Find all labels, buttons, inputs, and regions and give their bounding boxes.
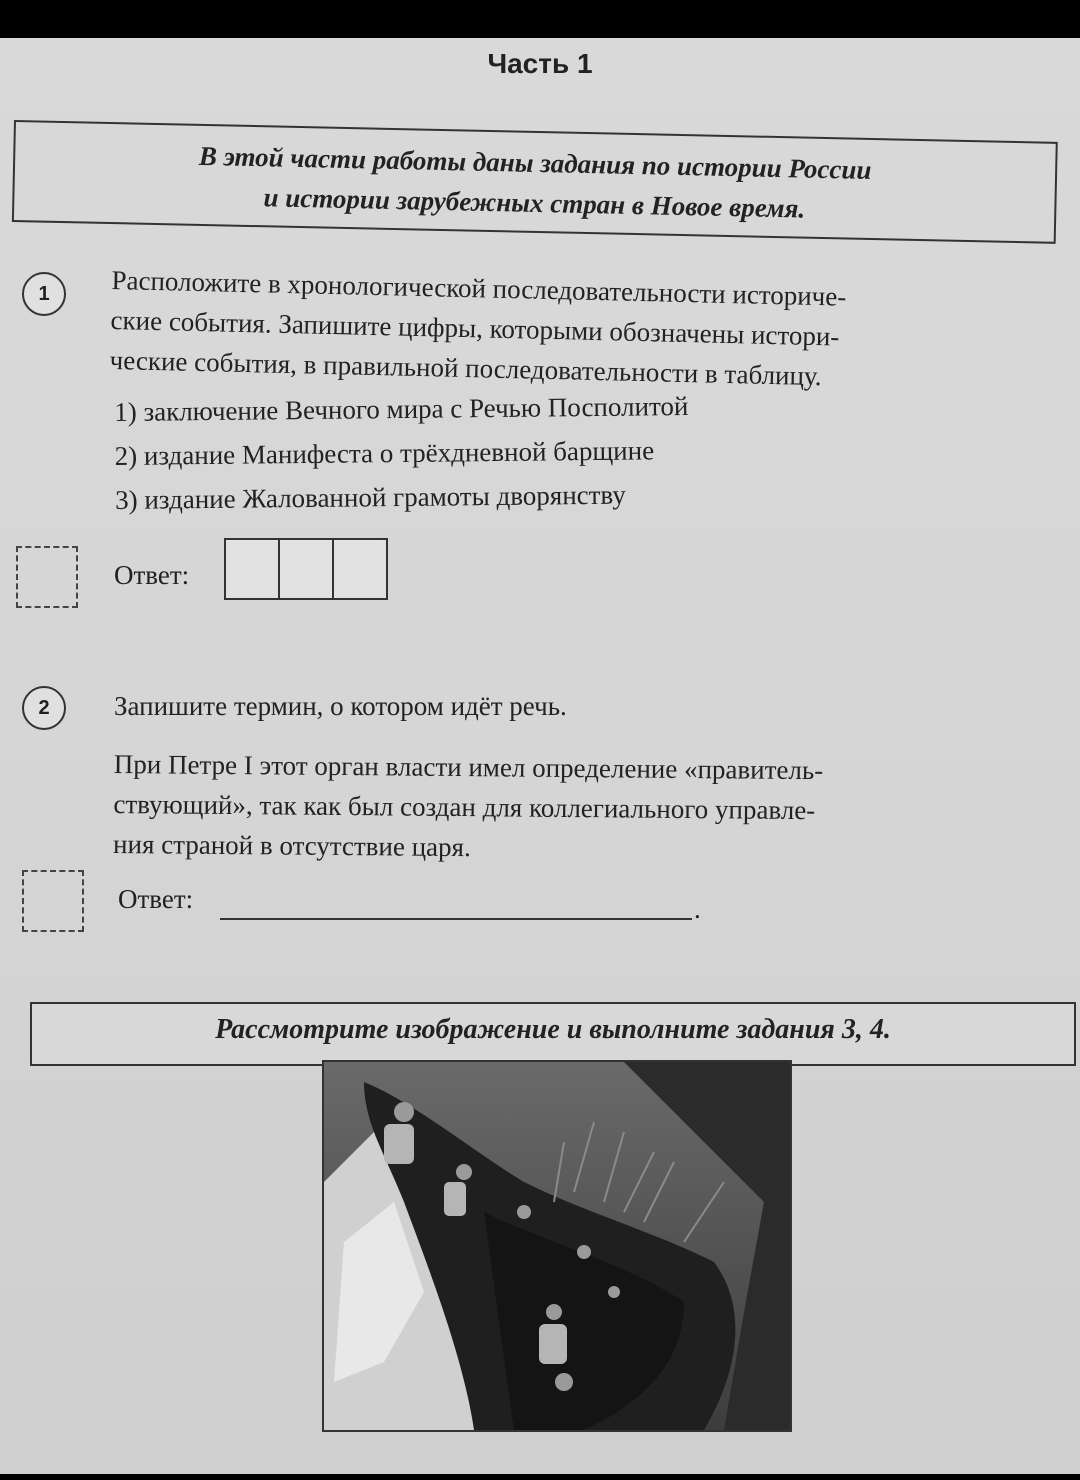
question-1-items (114, 384, 690, 522)
score-box[interactable] (22, 870, 84, 932)
question-1-number: 1 (22, 272, 66, 316)
instruction-line: ческие события, в правильной последовательности в таблицу. (109, 344, 822, 392)
answer-table[interactable] (224, 538, 388, 600)
score-box[interactable] (16, 546, 78, 608)
answer-label: Ответ: (114, 560, 190, 590)
task-banner-text: Рассмотрите изображение и выполните задания 3, 4. (215, 1014, 891, 1045)
task-banner (30, 1002, 1076, 1066)
question-2-number: 2 (22, 686, 66, 730)
list-item: 1) заключение Вечного мира с Речью Посполитой (114, 390, 689, 427)
answer-cell[interactable] (334, 540, 386, 598)
intro-line: и истории зарубежных стран в Новое время. (263, 182, 806, 224)
instruction-line: ские события. Запишите цифры, которыми обозначены истори- (110, 304, 840, 352)
worksheet-page (0, 38, 1080, 1474)
body-line: При Петре I этот орган власти имел определение «правитель- (113, 748, 824, 786)
question-2-body (113, 744, 823, 870)
intro-line: В этой части работы даны задания по истории России (198, 140, 872, 185)
battle-painting-illustration (324, 1062, 790, 1430)
answer-label: Ответ: (118, 884, 194, 914)
intro-text (14, 132, 1055, 234)
intro-box (12, 120, 1058, 244)
question-2-instruction: Запишите термин, о котором идёт речь. (114, 691, 567, 721)
answer-period: . (694, 894, 701, 924)
part-title: Часть 1 (487, 48, 593, 79)
question-1-instruction (109, 260, 846, 397)
instruction-line: Расположите в хронологической последовательности историче- (111, 264, 847, 312)
body-line: ния страной в отсутствие царя. (112, 828, 471, 863)
answer-cell[interactable] (226, 540, 280, 598)
list-item: 3) издание Жалованной грамоты дворянству (114, 479, 626, 515)
list-item: 2) издание Манифеста о трёхдневной барщине (114, 435, 655, 471)
battle-painting-image (322, 1060, 792, 1432)
answer-line[interactable] (220, 918, 692, 920)
answer-cell[interactable] (280, 540, 334, 598)
body-line: ствующий», так как был создан для коллегиального управле- (113, 788, 816, 826)
